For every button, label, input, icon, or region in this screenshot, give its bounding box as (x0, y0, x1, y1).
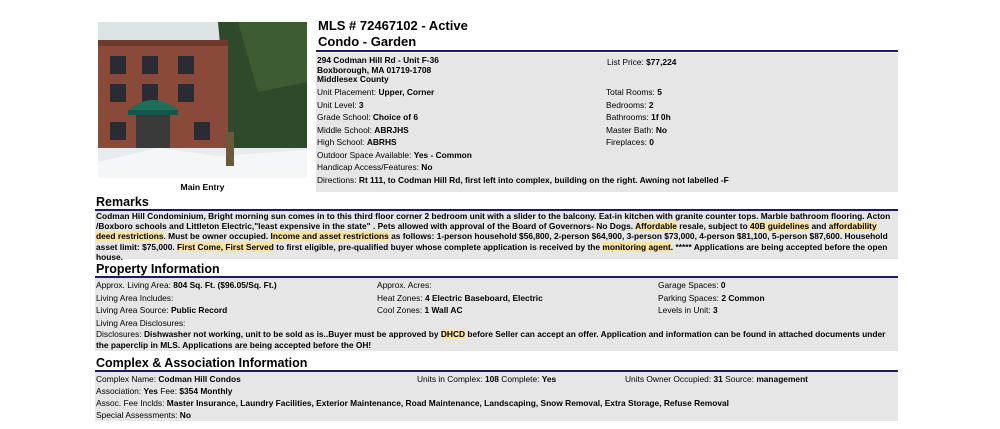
field-label: Unit Level: (317, 99, 357, 110)
remarks-text-segment: as follows: 1-person household $56,800, 2-person $64,900, 3-person $73,000, 4-person $81,100, 5-person $87,600. Household asset limit: $75,000. (96, 231, 888, 252)
field-label: Approx. Acres: (377, 280, 432, 290)
field-value: Upper, Corner (378, 87, 435, 97)
field-special-assessments (96, 410, 191, 421)
field-value: ABRHS (366, 137, 397, 147)
field-label: Unit Placement: (317, 87, 377, 97)
remarks-heading: Remarks (96, 195, 149, 209)
field-label: Heat Zones: (377, 292, 423, 303)
field-label: Bathrooms: (606, 112, 649, 122)
field-label: Middle School: (317, 124, 372, 135)
address-block (317, 56, 439, 85)
field-value: before Seller can accept an offer. Application and information can be found in attached documents under the paperclip in MLS. Applications are being accepted before the OH! (96, 329, 886, 350)
field-label: Special Assessments: (96, 410, 178, 420)
photo-caption: Main Entry (180, 182, 225, 192)
field-label: Source: (725, 374, 754, 384)
field-label: Fee: (160, 386, 178, 396)
field-label: Assoc. Fee Inclds: (96, 398, 165, 408)
field-value: 3 (712, 305, 718, 315)
remarks-text-segment: and (809, 221, 829, 232)
field-grade-school (317, 112, 418, 123)
property-type: Condo - Garden (318, 34, 417, 49)
field-value: Master Insurance, Laundry Facilities, Exterior Maintenance, Road Maintenance, Landscaping, Snow Removal, Extra Storage, Refuse Removal (166, 398, 729, 408)
field-total-rooms (606, 87, 662, 98)
field-label: Directions: (317, 174, 357, 185)
field-heat-zones (377, 293, 543, 304)
field-units-in-complex (417, 374, 556, 385)
field-association (96, 386, 232, 397)
field-levels-in-unit (658, 305, 718, 316)
remarks-highlight: First Come, First Served (177, 241, 274, 252)
field-label: Total Rooms: (606, 87, 655, 97)
field-label: Complete: (501, 374, 540, 384)
field-value: 4 Electric Baseboard, Electric (424, 292, 543, 303)
field-directions (317, 175, 729, 186)
field-value: No (655, 124, 667, 135)
listing-header (318, 18, 468, 50)
field-handicap-access (317, 162, 432, 173)
field-bedrooms (606, 100, 654, 111)
field-value: 1f 0h (651, 112, 671, 122)
field-label: Living Area Disclosures: (96, 317, 186, 328)
field-complex-name (96, 374, 241, 385)
field-value: 31 (713, 374, 723, 384)
field-label: Units Owner Occupied: (625, 374, 712, 384)
list-price-value: $77,224 (646, 57, 677, 67)
remarks-text-segment: to first eligible, pre-qualified buyer whose complete application is received by the (273, 241, 603, 252)
field-fireplaces (606, 137, 654, 148)
field-units-owner-occupied (625, 374, 808, 385)
field-unit-level (317, 100, 364, 111)
field-value: Public Record (170, 305, 228, 315)
field-label: Master Bath: (606, 124, 654, 135)
field-unit-placement (317, 87, 434, 98)
list-price-label: List Price: (607, 57, 644, 67)
field-value: management (756, 374, 808, 384)
address-line-2: Boxborough, MA 01719-1708 (317, 64, 432, 75)
field-value: $354 Monthly (179, 386, 233, 396)
field-label: Approx. Living Area: (96, 280, 171, 290)
field-living-area-source (96, 305, 227, 316)
remarks-highlight: Income and asset restrictions (270, 231, 389, 242)
header-divider (316, 50, 898, 52)
field-value: 0 (649, 137, 654, 147)
field-label: Fireplaces: (606, 137, 647, 147)
field-value: No (179, 410, 191, 420)
remarks-text-segment: Codman Hill Condominium, Bright morning sun comes in to this third floor corner 2 bedroom unit with a slider to the balcony. Eat-in kitchen with granite counter tops. Marble bathroom flooring. Acton /Boxboro schools and Littleton Electric,"least expensive in the state" . Pets allowed with approval of the Board of Governors- No Dogs. (96, 211, 891, 232)
field-value: Yes (143, 386, 158, 396)
field-value: 3 (358, 99, 364, 110)
remarks-highlight: 40B guidelines (750, 221, 810, 232)
field-label: High School: (317, 137, 365, 147)
field-label: Cool Zones: (377, 305, 423, 315)
complex-info-heading: Complex & Association Information (96, 356, 308, 370)
field-value: 2 (648, 99, 654, 110)
remarks-highlight: affordability deed restrictions (96, 221, 877, 242)
remarks-text-segment: . Must be owner occupied. (163, 231, 271, 242)
field-disclosures (96, 329, 897, 350)
building-photo-image (98, 22, 307, 178)
field-label: Association: (96, 386, 142, 396)
field-value: Rt 111, to Codman Hill Rd, first left into complex, building on the right. Awning not labelled -F (358, 174, 729, 185)
disclosures-highlight: DHCD (440, 329, 466, 339)
field-value: 804 Sq. Ft. ($96.05/Sq. Ft.) (173, 280, 277, 290)
field-label: Bedrooms: (606, 99, 647, 110)
remarks-box (95, 211, 898, 262)
field-label: Parking Spaces: (658, 292, 719, 303)
remarks-text-segment: resale, subject to (676, 221, 751, 232)
field-cool-zones (377, 305, 463, 316)
field-label: Grade School: (317, 112, 371, 122)
remarks-text (96, 211, 897, 262)
field-garage-spaces (658, 280, 726, 291)
field-label: Living Area Includes: (96, 292, 174, 303)
property-info-heading: Property Information (96, 262, 220, 276)
field-value: Codman Hill Condos (158, 374, 241, 384)
field-value: 2 Common (721, 292, 765, 303)
field-outdoor-space (317, 150, 472, 161)
property-info-box (95, 278, 898, 351)
field-label: Garage Spaces: (658, 280, 719, 290)
field-value: ABRJHS (374, 124, 409, 135)
field-living-area (96, 280, 277, 291)
field-living-area-disclosures (96, 318, 185, 329)
field-approx-acres (377, 280, 431, 291)
county: Middlesex County (317, 74, 389, 84)
property-photo (98, 22, 307, 178)
field-value: Choice of 6 (372, 112, 419, 122)
field-value: 1 Wall AC (424, 305, 463, 315)
field-assoc-fee-includes (96, 398, 729, 409)
list-price (607, 57, 676, 68)
field-value: Dishwasher not working, unit to be sold as is..Buyer must be approved by (143, 329, 441, 339)
field-label: Outdoor Space Available: (317, 149, 412, 160)
address-line-1: 294 Codman Hill Rd - Unit F-36 (317, 55, 439, 65)
remarks-highlight: monitoring agent (602, 241, 671, 252)
field-master-bath (606, 125, 667, 136)
field-label: Levels in Unit: (658, 305, 711, 315)
field-bathrooms (606, 112, 671, 123)
complex-info-box (95, 372, 898, 421)
field-value: Yes - Common (413, 149, 472, 160)
remarks-text-segment: . ***** Applications are being accepted before the open house. (96, 241, 888, 262)
mls-number-status: MLS # 72467102 - Active (318, 18, 468, 33)
field-value: Yes (541, 374, 557, 384)
remarks-highlight: Affordable (635, 221, 677, 232)
field-value: 0 (720, 280, 726, 290)
field-label: Living Area Source: (96, 305, 169, 315)
field-high-school (317, 137, 397, 148)
field-label: Units in Complex: (417, 374, 483, 384)
field-label: Complex Name: (96, 374, 157, 384)
field-label: Handicap Access/Features: (317, 162, 419, 172)
field-value: 108 (484, 374, 499, 384)
field-living-area-includes (96, 293, 173, 304)
field-label: Disclosures: (96, 329, 142, 339)
listing-details (316, 53, 898, 192)
field-value: 5 (657, 87, 662, 97)
field-parking-spaces (658, 293, 765, 304)
field-value: No (421, 162, 433, 172)
field-middle-school (317, 125, 409, 136)
